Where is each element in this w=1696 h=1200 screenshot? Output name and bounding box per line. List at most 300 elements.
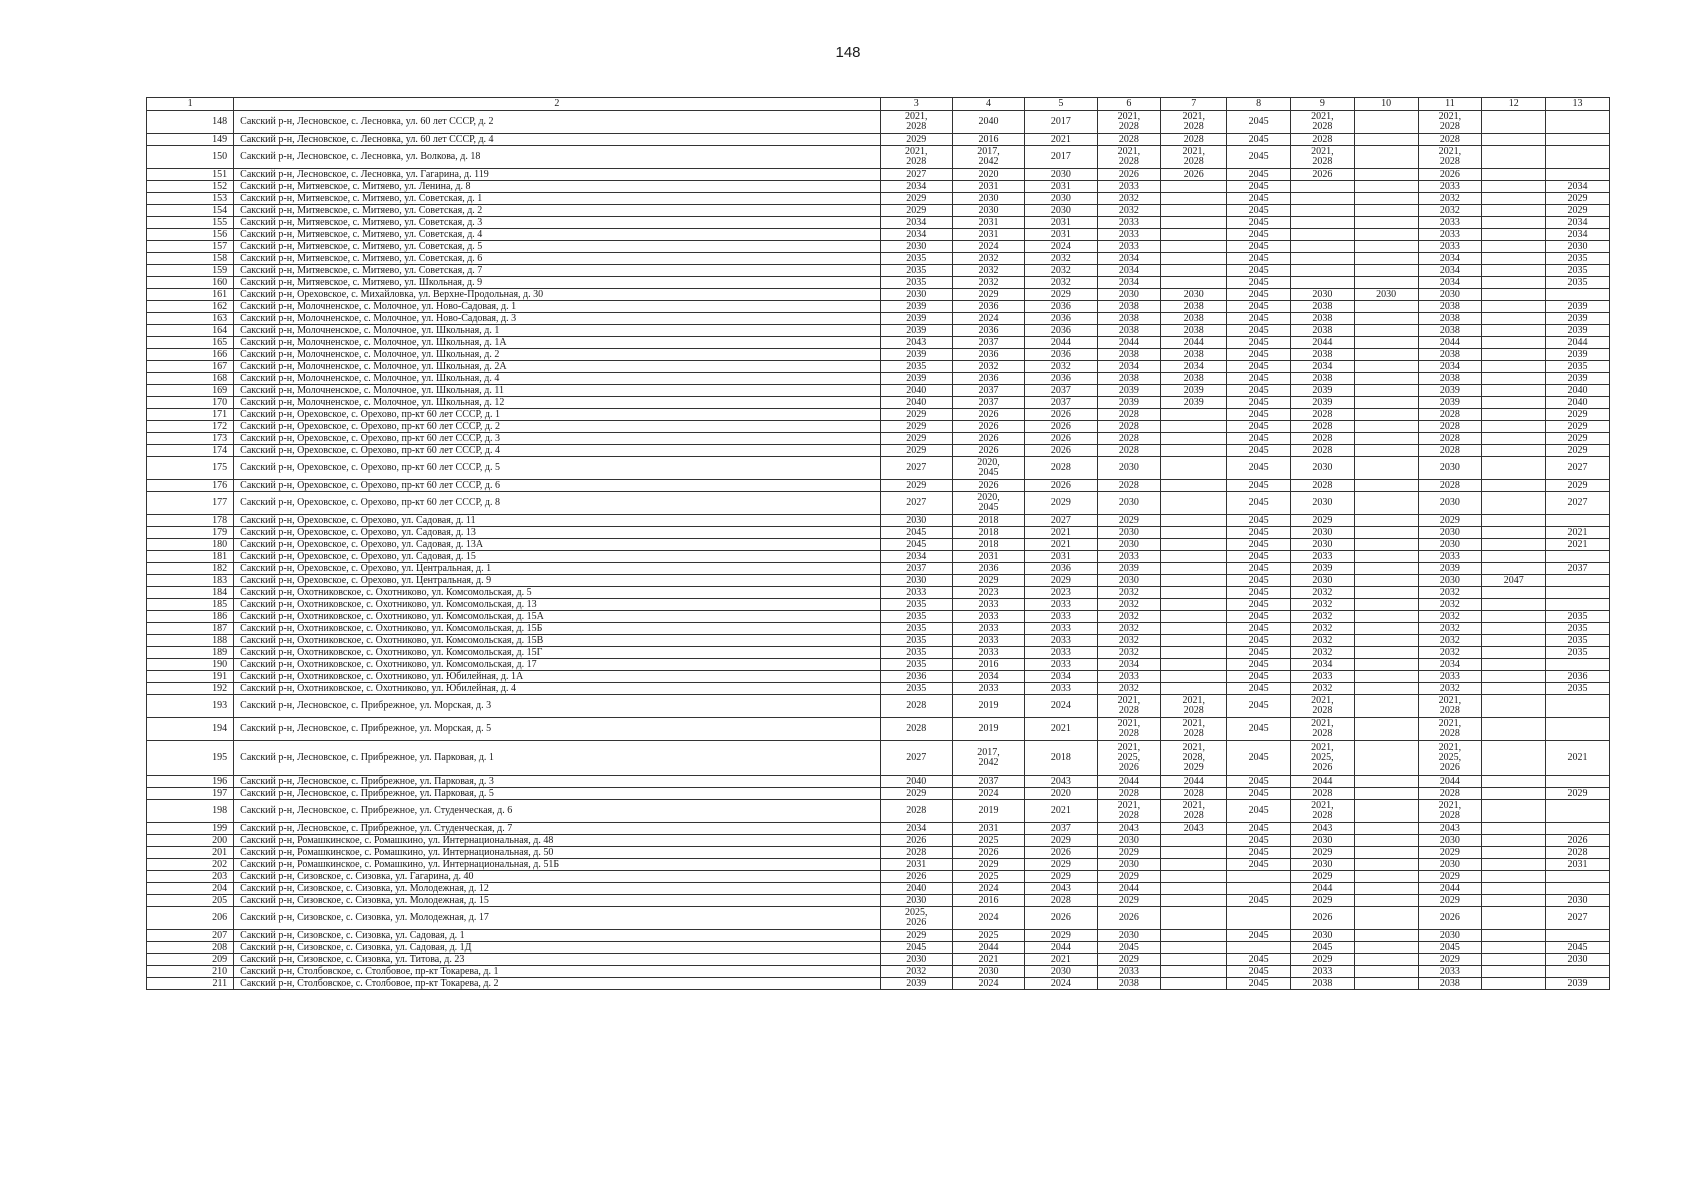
year-cell-col-11: 2028 [1418,445,1482,457]
year-cell-col-8: 2045 [1227,635,1291,647]
table-row [147,895,1610,907]
address-cell: Сакский р-н, Охотниковское, с. Охотниково, ул. Комсомольская, д. 17 [234,659,880,671]
year-cell-col-9: 2030 [1290,575,1354,587]
year-cell-col-13: 2040 [1546,397,1610,409]
address-cell: Сакский р-н, Ромашкинское, с. Ромашкино, ул. Интернациональная, д. 50 [234,847,880,859]
year-cell-col-8: 2045 [1227,599,1291,611]
year-cell-col-6: 2032 [1097,611,1161,623]
address-cell: Сакский р-н, Митяевское, с. Митяево, ул. Советская, д. 4 [234,229,880,241]
year-cell-col-7 [1161,978,1227,990]
year-cell-col-13: 2039 [1546,349,1610,361]
address-cell: Сакский р-н, Сизовское, с. Сизовка, ул. Гагарина, д. 40 [234,871,880,883]
row-number: 158 [147,253,234,265]
table-row [147,599,1610,611]
address-cell: Сакский р-н, Молочненское, с. Молочное, ул. Школьная, д. 11 [234,385,880,397]
year-cell-col-6: 2021, 2028 [1097,146,1161,169]
year-cell-col-10 [1354,788,1418,800]
year-cell-col-5: 2017 [1025,146,1097,169]
year-cell-col-8: 2045 [1227,823,1291,835]
year-cell-col-4: 2031 [952,823,1024,835]
year-cell-col-13: 2021 [1546,741,1610,776]
year-cell-col-6: 2043 [1097,823,1161,835]
year-cell-col-7 [1161,907,1227,930]
year-cell-col-7: 2044 [1161,776,1227,788]
year-cell-col-8: 2045 [1227,229,1291,241]
year-cell-col-8: 2045 [1227,966,1291,978]
year-cell-col-11: 2032 [1418,205,1482,217]
year-cell-col-8: 2045 [1227,978,1291,990]
year-cell-col-7 [1161,241,1227,253]
year-cell-col-6: 2026 [1097,169,1161,181]
year-cell-col-9 [1290,265,1354,277]
year-cell-col-8: 2045 [1227,575,1291,587]
address-cell: Сакский р-н, Митяевское, с. Митяево, ул. Советская, д. 7 [234,265,880,277]
year-cell-col-5: 2029 [1025,871,1097,883]
year-cell-col-8: 2045 [1227,265,1291,277]
year-cell-col-6: 2028 [1097,409,1161,421]
year-cell-col-3: 2029 [880,788,952,800]
year-cell-col-12 [1482,169,1546,181]
year-cell-col-10 [1354,492,1418,515]
year-cell-col-6: 2032 [1097,623,1161,635]
year-cell-col-11: 2034 [1418,659,1482,671]
year-cell-col-7: 2044 [1161,337,1227,349]
year-cell-col-5: 2021 [1025,539,1097,551]
year-cell-col-6: 2028 [1097,433,1161,445]
table-row [147,683,1610,695]
row-number: 174 [147,445,234,457]
year-cell-col-8: 2045 [1227,895,1291,907]
year-cell-col-4: 2044 [952,942,1024,954]
year-cell-col-8: 2045 [1227,409,1291,421]
table-row [147,265,1610,277]
year-cell-col-10 [1354,277,1418,289]
row-number: 197 [147,788,234,800]
year-cell-col-9: 2044 [1290,776,1354,788]
year-cell-col-13: 2034 [1546,217,1610,229]
year-cell-col-5: 2021 [1025,718,1097,741]
year-cell-col-5: 2026 [1025,907,1097,930]
year-cell-col-13: 2039 [1546,325,1610,337]
year-cell-col-6: 2029 [1097,847,1161,859]
table-row [147,205,1610,217]
year-cell-col-9: 2028 [1290,433,1354,445]
year-cell-col-9 [1290,229,1354,241]
year-cell-col-9: 2021, 2028 [1290,146,1354,169]
year-cell-col-4: 2026 [952,421,1024,433]
year-cell-col-13 [1546,823,1610,835]
year-cell-col-11: 2030 [1418,457,1482,480]
year-cell-col-4: 2033 [952,683,1024,695]
table-row [147,229,1610,241]
year-cell-col-9 [1290,181,1354,193]
table-row [147,289,1610,301]
address-cell: Сакский р-н, Ромашкинское, с. Ромашкино, ул. Интернациональная, д. 48 [234,835,880,847]
year-cell-col-5: 2031 [1025,229,1097,241]
year-cell-col-6: 2029 [1097,515,1161,527]
row-number: 206 [147,907,234,930]
table-row [147,169,1610,181]
year-cell-col-7 [1161,515,1227,527]
year-cell-col-7: 2034 [1161,361,1227,373]
year-cell-col-3: 2039 [880,373,952,385]
year-cell-col-10 [1354,623,1418,635]
year-cell-col-12 [1482,623,1546,635]
year-cell-col-7 [1161,253,1227,265]
year-cell-col-9: 2028 [1290,480,1354,492]
year-cell-col-7 [1161,835,1227,847]
year-cell-col-12 [1482,325,1546,337]
year-cell-col-13 [1546,800,1610,823]
year-cell-col-5: 2033 [1025,611,1097,623]
year-cell-col-3: 2040 [880,883,952,895]
column-header-9: 9 [1290,98,1354,111]
year-cell-col-10 [1354,397,1418,409]
year-cell-col-4: 2019 [952,695,1024,718]
year-cell-col-12 [1482,659,1546,671]
row-number: 183 [147,575,234,587]
year-cell-col-6: 2033 [1097,229,1161,241]
year-cell-col-7: 2038 [1161,373,1227,385]
year-cell-col-13 [1546,718,1610,741]
year-cell-col-12 [1482,421,1546,433]
year-cell-col-5: 2029 [1025,289,1097,301]
year-cell-col-11: 2032 [1418,647,1482,659]
year-cell-col-6: 2030 [1097,527,1161,539]
year-cell-col-6: 2032 [1097,599,1161,611]
year-cell-col-11: 2021, 2028 [1418,718,1482,741]
table-row [147,421,1610,433]
year-cell-col-12 [1482,847,1546,859]
address-cell: Сакский р-н, Охотниковское, с. Охотниково, ул. Комсомольская, д. 15Г [234,647,880,659]
year-cell-col-8: 2045 [1227,835,1291,847]
year-cell-col-9: 2038 [1290,349,1354,361]
year-cell-col-10 [1354,409,1418,421]
year-cell-col-11: 2034 [1418,253,1482,265]
year-cell-col-5: 2033 [1025,647,1097,659]
year-cell-col-13 [1546,587,1610,599]
year-cell-col-7 [1161,551,1227,563]
year-cell-col-3: 2036 [880,671,952,683]
year-cell-col-3: 2035 [880,659,952,671]
year-cell-col-12 [1482,111,1546,134]
year-cell-col-11: 2021, 2028 [1418,695,1482,718]
year-cell-col-3: 2035 [880,623,952,635]
year-cell-col-10 [1354,480,1418,492]
year-cell-col-8: 2045 [1227,325,1291,337]
year-cell-col-7 [1161,409,1227,421]
year-cell-col-13 [1546,776,1610,788]
year-cell-col-11: 2038 [1418,349,1482,361]
year-cell-col-7: 2021, 2028 [1161,111,1227,134]
address-cell: Сакский р-н, Молочненское, с. Молочное, ул. Ново-Садовая, д. 1 [234,301,880,313]
year-cell-col-5: 2030 [1025,169,1097,181]
address-cell: Сакский р-н, Ореховское, с. Орехово, ул. Садовая, д. 11 [234,515,880,527]
year-cell-col-4: 2016 [952,895,1024,907]
table-row [147,492,1610,515]
year-cell-col-9: 2034 [1290,659,1354,671]
year-cell-col-12 [1482,883,1546,895]
year-cell-col-9: 2029 [1290,847,1354,859]
table-row [147,397,1610,409]
address-cell: Сакский р-н, Сизовское, с. Сизовка, ул. Молодежная, д. 17 [234,907,880,930]
year-cell-col-8: 2045 [1227,111,1291,134]
year-cell-col-10 [1354,611,1418,623]
year-cell-col-9: 2045 [1290,942,1354,954]
address-cell: Сакский р-н, Молочненское, с. Молочное, ул. Школьная, д. 1 [234,325,880,337]
year-cell-col-10 [1354,741,1418,776]
year-cell-col-12 [1482,289,1546,301]
year-cell-col-13: 2035 [1546,635,1610,647]
address-cell: Сакский р-н, Сизовское, с. Сизовка, ул. Садовая, д. 1 [234,930,880,942]
year-cell-col-13 [1546,515,1610,527]
year-cell-col-12 [1482,349,1546,361]
year-cell-col-3: 2027 [880,741,952,776]
year-cell-col-4: 2037 [952,776,1024,788]
year-cell-col-7 [1161,671,1227,683]
table-row [147,409,1610,421]
year-cell-col-13: 2027 [1546,457,1610,480]
year-cell-col-4: 2026 [952,445,1024,457]
year-cell-col-8: 2045 [1227,551,1291,563]
year-cell-col-12 [1482,253,1546,265]
year-cell-col-10 [1354,954,1418,966]
year-cell-col-6: 2034 [1097,265,1161,277]
year-cell-col-3: 2028 [880,800,952,823]
column-header-13: 13 [1546,98,1610,111]
year-cell-col-10 [1354,871,1418,883]
year-cell-col-8: 2045 [1227,445,1291,457]
year-cell-col-13: 2039 [1546,301,1610,313]
year-cell-col-5: 2026 [1025,433,1097,445]
year-cell-col-7 [1161,433,1227,445]
year-cell-col-11: 2038 [1418,313,1482,325]
year-cell-col-12 [1482,527,1546,539]
year-cell-col-7 [1161,942,1227,954]
year-cell-col-13 [1546,111,1610,134]
year-cell-col-6: 2033 [1097,181,1161,193]
year-cell-col-10 [1354,313,1418,325]
year-cell-col-6: 2038 [1097,301,1161,313]
table-row [147,718,1610,741]
year-cell-col-8: 2045 [1227,433,1291,445]
year-cell-col-4: 2023 [952,587,1024,599]
year-cell-col-12 [1482,859,1546,871]
year-cell-col-11: 2026 [1418,169,1482,181]
address-cell: Сакский р-н, Охотниковское, с. Охотниково, ул. Юбилейная, д. 1А [234,671,880,683]
address-cell: Сакский р-н, Молочненское, с. Молочное, ул. Школьная, д. 2А [234,361,880,373]
year-cell-col-12 [1482,457,1546,480]
year-cell-col-10 [1354,301,1418,313]
table-row [147,671,1610,683]
row-number: 177 [147,492,234,515]
row-number: 157 [147,241,234,253]
row-number: 161 [147,289,234,301]
year-cell-col-5: 2037 [1025,823,1097,835]
year-cell-col-8: 2045 [1227,671,1291,683]
year-cell-col-5: 2020 [1025,788,1097,800]
row-number: 185 [147,599,234,611]
table-row [147,445,1610,457]
row-number: 182 [147,563,234,575]
year-cell-col-7 [1161,599,1227,611]
year-cell-col-12: 2047 [1482,575,1546,587]
column-header-6: 6 [1097,98,1161,111]
year-cell-col-4: 2026 [952,433,1024,445]
year-cell-col-4: 2020, 2045 [952,457,1024,480]
address-cell: Сакский р-н, Лесновское, с. Прибрежное, ул. Парковая, д. 3 [234,776,880,788]
year-cell-col-10 [1354,800,1418,823]
address-cell: Сакский р-н, Сизовское, с. Сизовка, ул. Молодежная, д. 15 [234,895,880,907]
year-cell-col-13: 2034 [1546,181,1610,193]
year-cell-col-9: 2029 [1290,515,1354,527]
year-cell-col-12 [1482,823,1546,835]
year-cell-col-9: 2038 [1290,313,1354,325]
year-cell-col-13: 2045 [1546,942,1610,954]
table-row [147,457,1610,480]
year-cell-col-9: 2033 [1290,671,1354,683]
row-number: 175 [147,457,234,480]
year-cell-col-5: 2036 [1025,563,1097,575]
address-cell: Сакский р-н, Ореховское, с. Орехово, ул. Садовая, д. 13А [234,539,880,551]
year-cell-col-8: 2045 [1227,847,1291,859]
row-number: 193 [147,695,234,718]
table-body [147,111,1610,990]
year-cell-col-6: 2038 [1097,325,1161,337]
year-cell-col-4: 2024 [952,907,1024,930]
year-cell-col-5: 2033 [1025,623,1097,635]
year-cell-col-12 [1482,385,1546,397]
table-row [147,776,1610,788]
table-row [147,871,1610,883]
row-number: 160 [147,277,234,289]
year-cell-col-9: 2032 [1290,587,1354,599]
year-cell-col-4: 2029 [952,575,1024,587]
year-cell-col-13 [1546,575,1610,587]
column-header-5: 5 [1025,98,1097,111]
row-number: 165 [147,337,234,349]
year-cell-col-11: 2033 [1418,671,1482,683]
year-cell-col-8: 2045 [1227,659,1291,671]
year-cell-col-5: 2024 [1025,241,1097,253]
year-cell-col-3: 2033 [880,587,952,599]
year-cell-col-6: 2033 [1097,966,1161,978]
year-cell-col-4: 2026 [952,480,1024,492]
year-cell-col-13: 2029 [1546,205,1610,217]
year-cell-col-8: 2045 [1227,788,1291,800]
year-cell-col-5: 2018 [1025,741,1097,776]
year-cell-col-8: 2045 [1227,457,1291,480]
year-cell-col-4: 2033 [952,599,1024,611]
year-cell-col-10 [1354,181,1418,193]
row-number: 187 [147,623,234,635]
year-cell-col-5: 2033 [1025,599,1097,611]
year-cell-col-5: 2017 [1025,111,1097,134]
year-cell-col-6: 2032 [1097,193,1161,205]
year-cell-col-10 [1354,683,1418,695]
address-cell: Сакский р-н, Лесновское, с. Прибрежное, ул. Морская, д. 3 [234,695,880,718]
year-cell-col-4: 2026 [952,847,1024,859]
year-cell-col-12 [1482,671,1546,683]
year-cell-col-9: 2032 [1290,647,1354,659]
year-cell-col-6: 2038 [1097,349,1161,361]
year-cell-col-5: 2036 [1025,325,1097,337]
year-cell-col-3: 2028 [880,718,952,741]
year-cell-col-7 [1161,527,1227,539]
address-cell: Сакский р-н, Митяевское, с. Митяево, ул. Школьная, д. 9 [234,277,880,289]
year-cell-col-13: 2029 [1546,433,1610,445]
year-cell-col-12 [1482,741,1546,776]
year-cell-col-13 [1546,599,1610,611]
year-cell-col-10 [1354,385,1418,397]
year-cell-col-11: 2021, 2028 [1418,111,1482,134]
year-cell-col-8: 2045 [1227,193,1291,205]
address-cell: Сакский р-н, Ореховское, с. Орехово, пр-кт 60 лет СССР, д. 8 [234,492,880,515]
year-cell-col-10 [1354,169,1418,181]
year-cell-col-6: 2021, 2028 [1097,695,1161,718]
year-cell-col-3: 2035 [880,599,952,611]
row-number: 202 [147,859,234,871]
year-cell-col-5: 2033 [1025,635,1097,647]
year-cell-col-7 [1161,883,1227,895]
year-cell-col-6: 2032 [1097,647,1161,659]
year-cell-col-6: 2033 [1097,671,1161,683]
year-cell-col-6: 2030 [1097,539,1161,551]
year-cell-col-10 [1354,146,1418,169]
year-cell-col-11: 2034 [1418,361,1482,373]
year-cell-col-7: 2021, 2028, 2029 [1161,741,1227,776]
year-cell-col-3: 2039 [880,313,952,325]
row-number: 192 [147,683,234,695]
table-row [147,527,1610,539]
year-cell-col-5: 2030 [1025,966,1097,978]
year-cell-col-5: 2021 [1025,954,1097,966]
year-cell-col-3: 2039 [880,301,952,313]
year-cell-col-9: 2021, 2028 [1290,800,1354,823]
year-cell-col-12 [1482,895,1546,907]
row-number: 203 [147,871,234,883]
year-cell-col-5: 2036 [1025,313,1097,325]
year-cell-col-3: 2027 [880,457,952,480]
address-cell: Сакский р-н, Столбовское, с. Столбовое, пр-кт Токарева, д. 2 [234,978,880,990]
year-cell-col-5: 2036 [1025,301,1097,313]
year-cell-col-7: 2043 [1161,823,1227,835]
table-row [147,800,1610,823]
year-cell-col-5: 2044 [1025,942,1097,954]
year-cell-col-7: 2030 [1161,289,1227,301]
year-cell-col-3: 2031 [880,859,952,871]
column-header-3: 3 [880,98,952,111]
year-cell-col-7 [1161,421,1227,433]
year-cell-col-9 [1290,217,1354,229]
year-cell-col-9: 2039 [1290,563,1354,575]
year-cell-col-12 [1482,718,1546,741]
year-cell-col-3: 2035 [880,683,952,695]
year-cell-col-3: 2029 [880,433,952,445]
year-cell-col-12 [1482,313,1546,325]
year-cell-col-8: 2045 [1227,623,1291,635]
year-cell-col-7 [1161,623,1227,635]
year-cell-col-3: 2029 [880,480,952,492]
year-cell-col-4: 2032 [952,277,1024,289]
row-number: 163 [147,313,234,325]
year-cell-col-3: 2035 [880,361,952,373]
year-cell-col-12 [1482,942,1546,954]
address-cell: Сакский р-н, Ореховское, с. Орехово, пр-кт 60 лет СССР, д. 4 [234,445,880,457]
year-cell-col-13: 2035 [1546,361,1610,373]
year-cell-col-10 [1354,563,1418,575]
year-cell-col-13: 2037 [1546,563,1610,575]
